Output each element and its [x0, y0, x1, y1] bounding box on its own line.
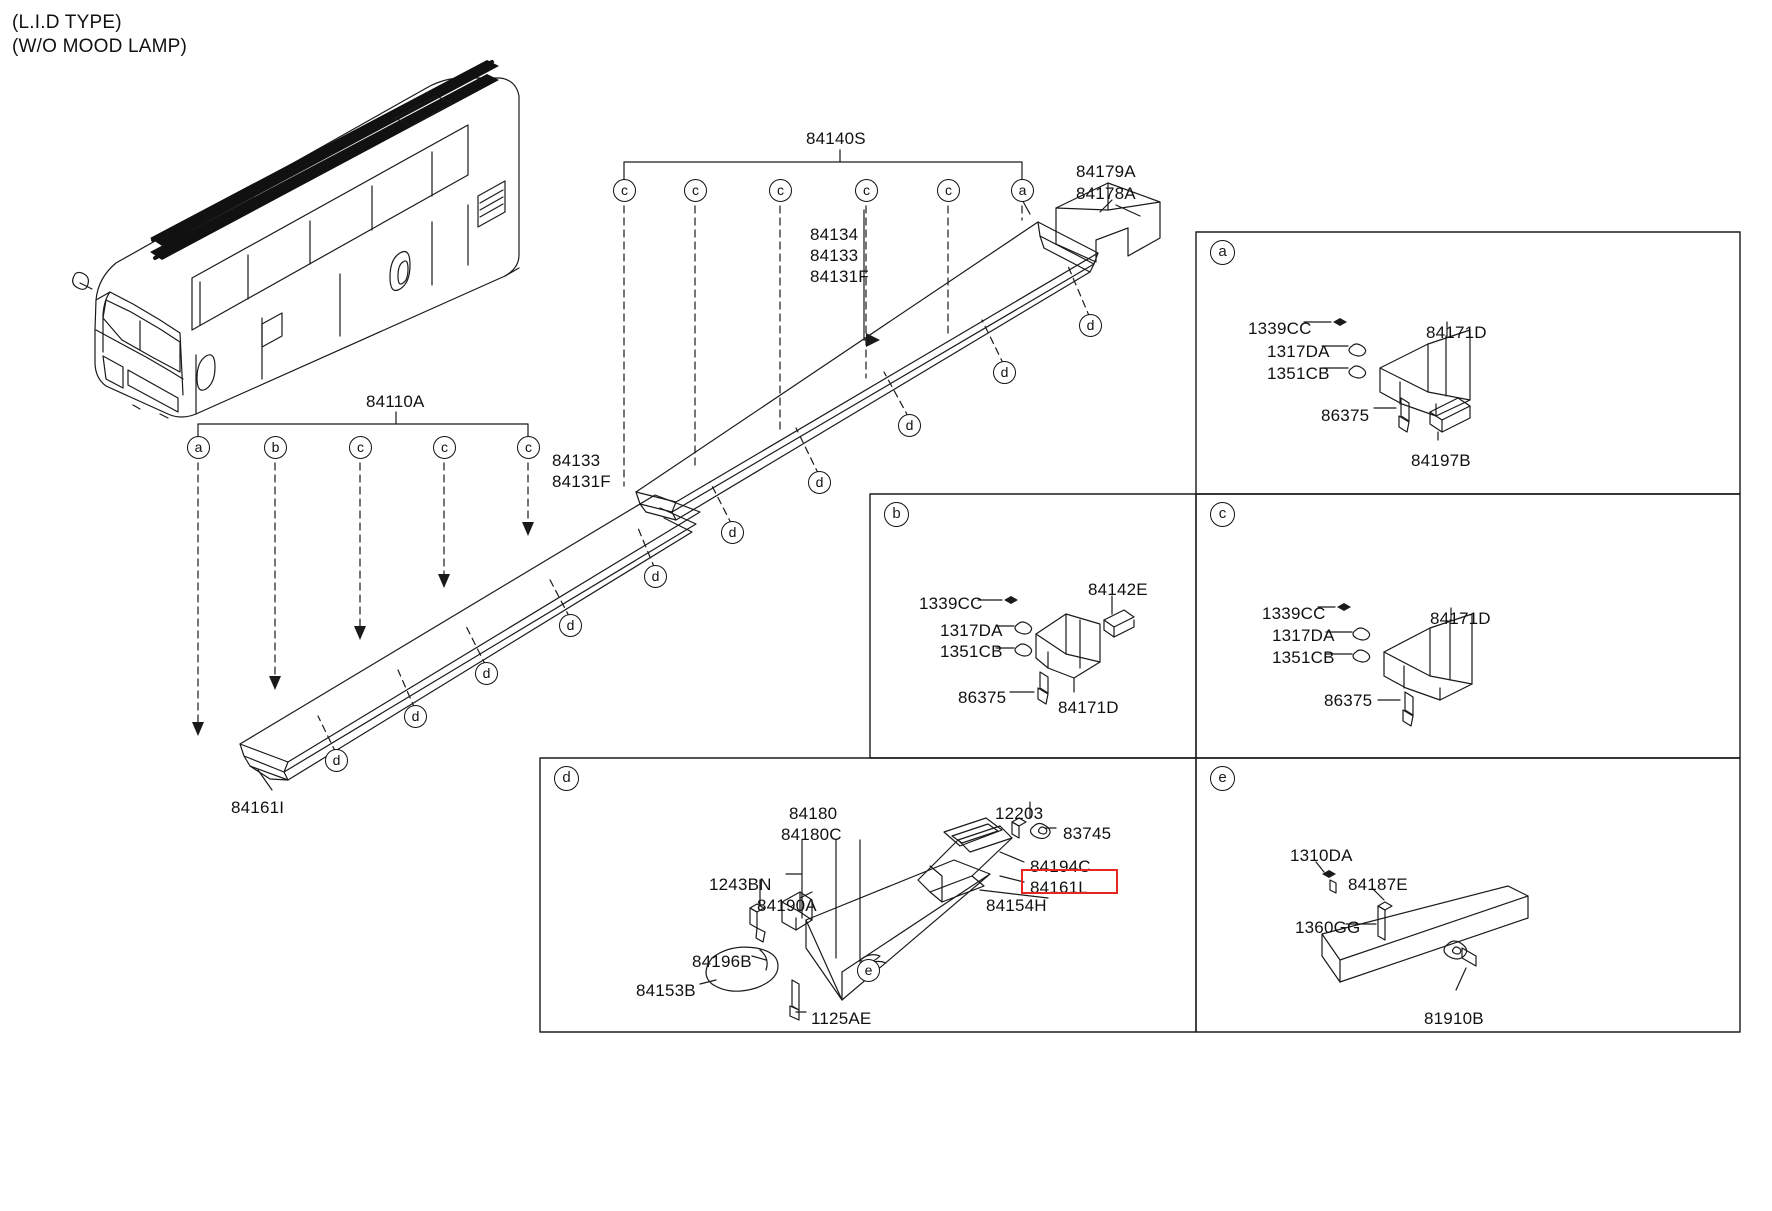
panel-c-label-86375: 86375 — [1324, 691, 1373, 710]
callout-d: d — [644, 565, 667, 588]
callout-d: d — [404, 705, 427, 728]
panel-b-label-84171D: 84171D — [1058, 698, 1119, 717]
callout-inner-e: e — [857, 959, 880, 982]
callout-d: d — [325, 749, 348, 772]
panel-d-label-84190A: 84190A — [757, 896, 817, 915]
panel-b-label-1351CB: 1351CB — [940, 642, 1003, 661]
panel-a-label-1317DA: 1317DA — [1267, 342, 1330, 361]
panel-b-label-84142E: 84142E — [1088, 580, 1148, 599]
panel-tag-a: a — [1210, 240, 1235, 265]
panel-d-label-84180C: 84180C — [781, 825, 842, 844]
diagram-title-line2: (W/O MOOD LAMP) — [12, 36, 188, 57]
lower-moulding-strip — [240, 495, 700, 780]
panel-d-label-12203: 12203 — [995, 804, 1044, 823]
panel-tag-b: b — [884, 502, 909, 527]
lower-arrowheads — [192, 522, 534, 736]
label-84161I: 84161I — [231, 798, 285, 817]
panel-b-label-1317DA: 1317DA — [940, 621, 1003, 640]
panel-e-label-1360GG: 1360GG — [1295, 918, 1361, 937]
panel-c-label-1339CC: 1339CC — [1262, 604, 1326, 623]
panel-a-label-1351CB: 1351CB — [1267, 364, 1330, 383]
callout-d: d — [559, 614, 582, 637]
callout-d: d — [808, 471, 831, 494]
label-top-part-84131F: 84131F — [810, 267, 869, 286]
panel-e-label-1310DA: 1310DA — [1290, 846, 1353, 865]
panel-a-label-86375: 86375 — [1321, 406, 1370, 425]
label-top-assembly: 84140S — [806, 129, 866, 148]
panel-e-label-84187E: 84187E — [1348, 875, 1408, 894]
panel-d-label-84161L: 84161L — [1030, 878, 1088, 897]
panel-tag-e: e — [1210, 766, 1235, 791]
panel-b-label-86375: 86375 — [958, 688, 1007, 707]
panel-a-label-1339CC: 1339CC — [1248, 319, 1312, 338]
callout-d: d — [475, 662, 498, 685]
label-lower-assembly: 84110A — [366, 392, 425, 411]
panel-c-label-1351CB: 1351CB — [1272, 648, 1335, 667]
label-lower-part-84133: 84133 — [552, 451, 601, 470]
panel-d-label-1125AE: 1125AE — [811, 1009, 872, 1028]
panel-d-label-84194C: 84194C — [1030, 857, 1091, 876]
diagram-title-line1: (L.I.D TYPE) — [12, 12, 122, 33]
callout-c: c — [433, 436, 456, 459]
panel-a-label-84197B: 84197B — [1411, 451, 1471, 470]
callout-b: b — [264, 436, 287, 459]
panel-c-label-84171D: 84171D — [1430, 609, 1491, 628]
lower-leader-lines — [198, 463, 528, 728]
callout-c: c — [517, 436, 540, 459]
callout-c: c — [769, 179, 792, 202]
panel-d-label-84180: 84180 — [789, 804, 838, 823]
label-lower-part-84131F: 84131F — [552, 472, 611, 491]
panel-c-label-1317DA: 1317DA — [1272, 626, 1335, 645]
panel-d-label-84154H: 84154H — [986, 896, 1047, 915]
callout-d: d — [993, 361, 1016, 384]
upper-leader-lines — [318, 206, 1090, 753]
panel-d-label-84153B: 84153B — [636, 981, 696, 1000]
label-84179A: 84179A — [1076, 162, 1136, 181]
callout-c: c — [613, 179, 636, 202]
callout-c: c — [937, 179, 960, 202]
panel-frames — [540, 232, 1740, 1032]
panel-d-label-83745: 83745 — [1063, 824, 1112, 843]
bus-illustration — [73, 60, 519, 418]
panel-tag-c: c — [1210, 502, 1235, 527]
callout-c: c — [349, 436, 372, 459]
label-84178A: 84178A — [1076, 184, 1136, 203]
upper-bracket-lines — [624, 150, 1022, 180]
callout-d: d — [898, 414, 921, 437]
panel-tag-d: d — [554, 766, 579, 791]
callout-a: a — [187, 436, 210, 459]
panel-d-label-1243BN: 1243BN — [709, 875, 772, 894]
panel-a-label-84171D: 84171D — [1426, 323, 1487, 342]
label-top-part-84133: 84133 — [810, 246, 859, 265]
highlight-box-84161L — [1021, 869, 1118, 894]
callout-d: d — [1079, 314, 1102, 337]
callout-d: d — [721, 521, 744, 544]
label-top-part-84134: 84134 — [810, 225, 859, 244]
panel-e-label-81910B: 81910B — [1424, 1009, 1484, 1028]
panel-d-label-84196B: 84196B — [692, 952, 752, 971]
panel-b-label-1339CC: 1339CC — [919, 594, 983, 613]
callout-c: c — [684, 179, 707, 202]
callout-c: c — [855, 179, 878, 202]
callout-a: a — [1011, 179, 1034, 202]
